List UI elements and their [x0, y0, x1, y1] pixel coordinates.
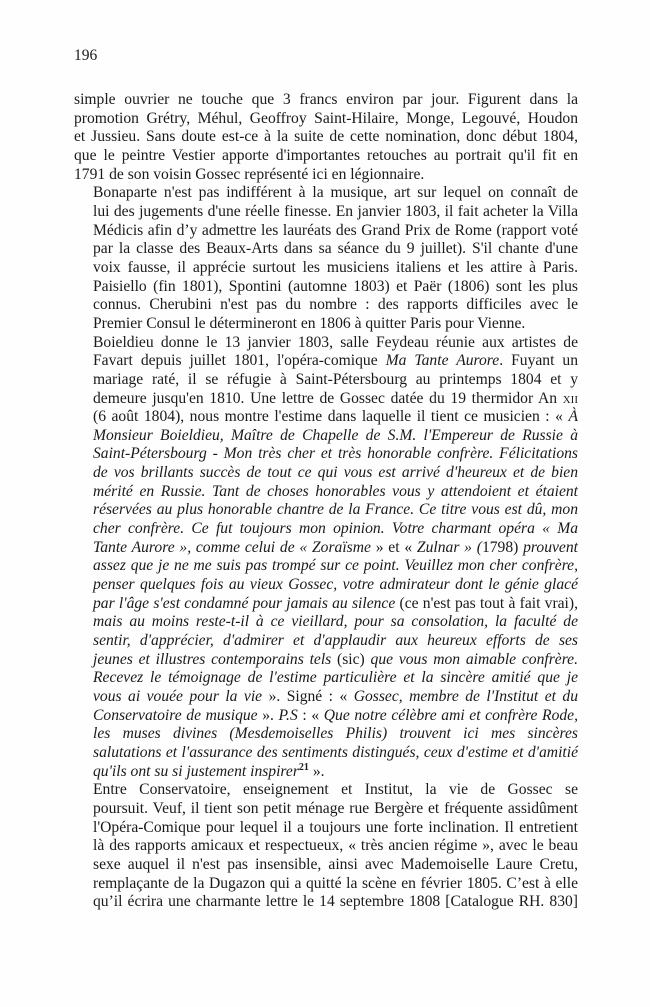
- text-segment: Boieldieu donne le 13 janvier 1803, salle Feydeau réunie aux artistes de: [93, 333, 578, 351]
- text-segment: ».: [308, 762, 325, 780]
- text-line: [74, 819, 578, 838]
- italic-text: Recevez le témoignage de l'estime particulière et la sincère amitié que je: [93, 669, 578, 687]
- text-segment: promotion Grétry, Méhul, Geoffroy Saint-Hilaire, Monge, Legouvé, Houdon: [74, 109, 578, 127]
- text-segment: . Fuyant un: [499, 352, 579, 370]
- text-segment: ».: [257, 706, 279, 724]
- text-line: [74, 688, 578, 707]
- text-segment: Médicis afin d’y admettre les lauréats des Grand Prix de Rome (rapport voté: [93, 221, 578, 239]
- text-segment: sexe auquel il n'est pas insensible, ainsi avec Mademoiselle Laure Cretu,: [93, 855, 578, 873]
- text-segment: remplaçante de la Dugazon qui a quitté la scène en février 1805. C’est à elle: [93, 874, 578, 892]
- text-line: [74, 669, 578, 688]
- text-line: [74, 315, 578, 334]
- text-line: [74, 501, 578, 520]
- text-line: [74, 781, 578, 800]
- text-segment: par la classe des Beaux-Arts dans sa séance du 9 juillet). S'il chante d'une: [93, 240, 578, 258]
- paragraph: [74, 334, 578, 782]
- text-segment: Paisiello (fin 1801), Spontini (automne 1803) et Paër (1806) sont les plus: [93, 277, 578, 295]
- text-segment: (6 août 1804), nous montre l'estime dans laquelle il tient ce musicien : «: [93, 408, 569, 426]
- italic-text: P.S: [278, 706, 298, 724]
- text-line: [74, 259, 578, 278]
- text-line: [74, 576, 578, 595]
- text-line: [74, 445, 578, 464]
- text-segment: que le peintre Vestier apporte d'importantes retouches au portrait qu'il fit en: [74, 146, 578, 164]
- text-segment: Bonaparte n'est pas indifférent à la musique, art sur lequel on connaît de: [93, 184, 578, 202]
- text-segment: lui des jugements d'une réelle finesse. En janvier 1803, il fait acheter la Villa: [93, 202, 578, 220]
- text-segment: poursuit. Veuf, il tient son petit ménage rue Bergère et fréquente assidûment: [93, 799, 578, 817]
- text-line: [74, 595, 578, 614]
- italic-text: que vous mon aimable confrère.: [370, 650, 579, 668]
- italic-text: Monsieur Boieldieu, Maître de Chapelle de S.M. l'Empereur de Russie à: [93, 426, 578, 444]
- text-line: [74, 128, 578, 147]
- text-segment: 1791 de son voisin Gossec représenté ici en légionnaire.: [74, 165, 425, 183]
- italic-text: réservées au plus honorable chantre de la France. Ce titre vous est dû, mon: [93, 501, 578, 519]
- text-segment: simple ouvrier ne touche que 3 francs environ par jour. Figurent dans la: [74, 91, 578, 108]
- italic-text: Conservatoire de musique: [93, 706, 258, 724]
- text-line: [74, 240, 578, 259]
- text-segment: mariage raté, il se réfugie à Saint-Pétersbourg au printemps 1804 et y: [93, 370, 578, 388]
- text-segment: et Jussieu. Sans doute est-ce à la suite de cette nomination, donc début 1804,: [74, 128, 578, 146]
- text-line: [74, 408, 578, 427]
- text-line: [74, 744, 578, 763]
- text-line: [74, 184, 578, 203]
- paragraph: [74, 781, 578, 912]
- text-line: [74, 91, 578, 110]
- text-segment: demeure jusqu'en 1810. Une lettre de Gossec datée du 19 thermidor An: [93, 389, 563, 407]
- text-segment: ». Signé : «: [262, 688, 354, 705]
- text-line: [74, 147, 578, 166]
- italic-text: Saint-Pétersbourg - Mon très cher et très honorable confrère. Félicitations: [93, 445, 578, 463]
- text-line: [74, 893, 578, 912]
- text-line: [74, 464, 578, 483]
- text-line: [74, 296, 578, 315]
- text-line: [74, 390, 578, 409]
- italic-text: Zulnar » (: [416, 538, 482, 556]
- text-line: [74, 222, 578, 241]
- paragraph: [74, 184, 578, 333]
- text-segment: xii: [562, 389, 578, 407]
- italic-text: par l'âge s'est condamné pour jamais au silence: [93, 594, 396, 612]
- italic-text: Ma Tante Aurore: [385, 352, 500, 370]
- italic-text: assez que je ne me suis pas trompé sur ce point. Veuillez mon cher confrère,: [93, 557, 578, 575]
- body-text: [74, 91, 578, 912]
- italic-text: penser quelques fois au vieux Gossec, votre admirateur dont le génie glacé: [93, 576, 578, 594]
- text-segment: voix fausse, il apprécie surtout les musiciens italiens et les attire à Paris.: [93, 258, 578, 276]
- text-line: [74, 352, 578, 371]
- text-segment: : «: [297, 706, 324, 724]
- italic-text: salutations et l'assurance des sentiments distingués, ceux d'estime et d'amitié: [93, 743, 578, 761]
- text-line: [74, 520, 578, 539]
- text-line: [74, 856, 578, 875]
- italic-text: prouvent: [523, 538, 578, 556]
- text-line: [74, 371, 578, 390]
- text-segment: 1798): [481, 538, 524, 556]
- italic-text: mérité en Russie. Tant de choses honorables vous y attendoient et étaient: [93, 482, 578, 500]
- text-line: [74, 278, 578, 297]
- italic-text: Gossec, membre de l'Institut et du: [353, 688, 579, 705]
- text-line: [74, 427, 578, 446]
- italic-text: mais au moins reste-t-il à ce vieillard, pour sa consolation, la faculté de: [93, 613, 578, 631]
- text-line: [74, 725, 578, 744]
- text-segment: Premier Consul le détermineront en 1806 à quitter Paris pour Vienne.: [93, 314, 526, 332]
- text-line: [74, 763, 578, 782]
- text-line: [74, 875, 578, 894]
- italic-text: sentir, d'apprécier, d'admirer et d'applaudir aux heureux efforts de ses: [93, 632, 578, 650]
- text-line: [74, 800, 578, 819]
- text-line: [74, 110, 578, 129]
- italic-text: de vos brillants succès de tout ce qui vous est arrivé d'heureux et de bien: [93, 464, 578, 482]
- footnote-reference: 21: [298, 761, 309, 773]
- text-segment: Favart depuis juillet 1801, l'opéra-comique: [93, 352, 386, 370]
- text-line: [74, 651, 578, 670]
- text-segment: connus. Cherubini n'est pas du nombre : des rapports difficiles avec le: [93, 296, 578, 314]
- italic-text: vous ai vouée pour la vie: [93, 688, 263, 705]
- text-line: [74, 632, 578, 651]
- text-line: [74, 707, 578, 726]
- text-segment: l'Opéra-Comique pour lequel il a toujours une forte inclination. Il entretient: [93, 818, 578, 836]
- text-line: [74, 557, 578, 576]
- text-line: [74, 837, 578, 856]
- italic-text: Tante Aurore », comme celui de « Zoraïsme: [93, 538, 371, 556]
- italic-text: cher confrère. Ce fut toujours mon opinion. Votre charmant opéra « Ma: [93, 520, 578, 538]
- text-line: [74, 613, 578, 632]
- paragraph: [74, 91, 578, 184]
- text-line: [74, 166, 578, 185]
- text-segment: Entre Conservatoire, enseignement et Institut, la vie de Gossec se: [93, 781, 578, 799]
- text-segment: là des rapports amicaux et respectueux, « très ancien régime », avec le beau: [93, 837, 578, 855]
- text-line: [74, 334, 578, 353]
- italic-text: À: [568, 408, 578, 426]
- italic-text: jeunes et illustres contemporains tels: [93, 650, 332, 668]
- text-segment: (sic): [331, 650, 371, 668]
- italic-text: Que notre célèbre ami et confrère Rode,: [323, 706, 578, 724]
- italic-text: les muses divines (Mesdemoiselles Philis) trouvent ici mes sincères: [93, 725, 578, 743]
- text-segment: » et «: [370, 538, 417, 556]
- text-line: [74, 539, 578, 558]
- text-segment: qu’il écrira une charmante lettre le 14 septembre 1808 [Catalogue RH. 830]: [93, 893, 578, 911]
- italic-text: qu'ils ont su si justement inspirer: [93, 762, 299, 780]
- text-segment: (ce n'est pas tout à fait vrai),: [395, 594, 578, 612]
- page-number: 196: [74, 47, 98, 64]
- text-line: [74, 483, 578, 502]
- text-line: [74, 203, 578, 222]
